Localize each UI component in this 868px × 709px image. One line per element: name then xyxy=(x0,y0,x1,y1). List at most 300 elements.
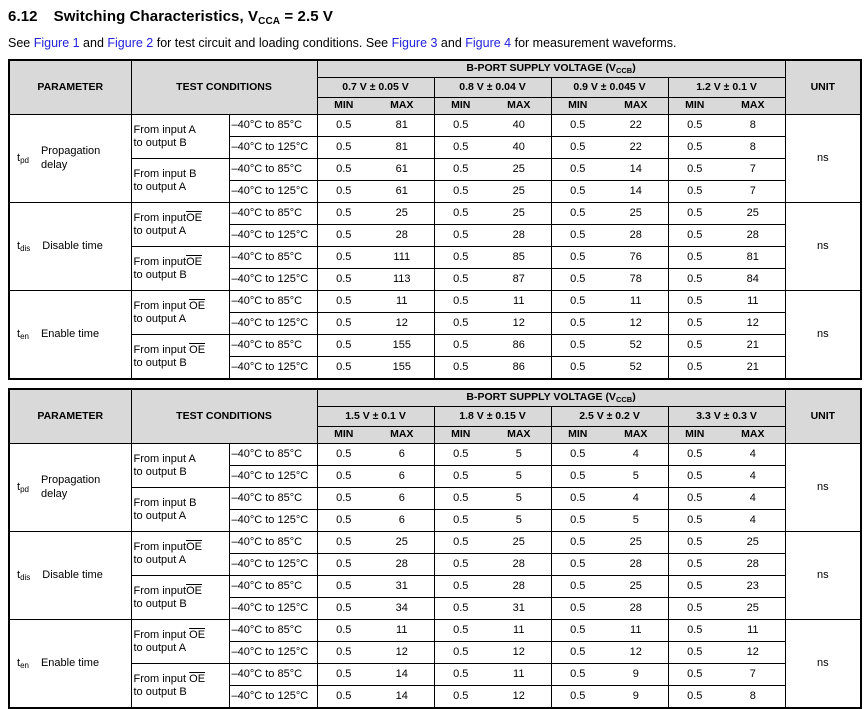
parameter-symbol: $t_{en}$ xyxy=(17,656,29,670)
max-value-cell: 5 xyxy=(487,444,551,466)
temperature-cell: –40°C to 125°C xyxy=(229,269,317,291)
max-value-cell: 86 xyxy=(487,335,551,357)
max-value-cell: 12 xyxy=(604,642,668,664)
min-value-cell: 0.5 xyxy=(668,137,721,159)
max-value-cell: 7 xyxy=(721,181,785,203)
supply-voltage-subscript: CCB xyxy=(615,394,633,404)
max-value-cell: 9 xyxy=(604,686,668,709)
min-value-cell: 0.5 xyxy=(317,466,370,488)
intro-fragment: for measurement waveforms. xyxy=(511,36,677,50)
max-value-cell: 28 xyxy=(487,225,551,247)
min-value-cell: 0.5 xyxy=(668,225,721,247)
parameter-label: Enable time xyxy=(40,656,100,669)
min-value-cell: 0.5 xyxy=(551,532,604,554)
temperature-cell: –40°C to 85°C xyxy=(229,620,317,642)
temperature-cell: –40°C to 125°C xyxy=(229,466,317,488)
condition-text-line2: to output A xyxy=(133,224,187,237)
min-value-cell: 0.5 xyxy=(317,181,370,203)
table-row xyxy=(9,159,861,181)
max-value-cell: 155 xyxy=(370,335,434,357)
condition-text-line2: to output A xyxy=(133,553,187,566)
max-value-cell: 25 xyxy=(721,203,785,225)
min-value-cell: 0.5 xyxy=(551,225,604,247)
min-value-cell: 0.5 xyxy=(434,598,487,620)
parameter-cell xyxy=(9,291,131,380)
max-value-cell: 22 xyxy=(604,137,668,159)
condition-text: From input xyxy=(133,629,190,642)
parameter-content xyxy=(12,657,129,671)
min-value-cell: 0.5 xyxy=(668,686,721,709)
max-value-cell: 34 xyxy=(370,598,434,620)
figure-link[interactable]: Figure 2 xyxy=(107,36,154,50)
intro-fragment: for test circuit and loading conditions. See xyxy=(153,36,392,50)
min-value-cell: 0.5 xyxy=(434,554,487,576)
min-value-cell: 0.5 xyxy=(317,291,370,313)
max-value-cell: 28 xyxy=(370,225,434,247)
unit-cell: ns xyxy=(785,620,861,709)
min-value-cell: 0.5 xyxy=(317,269,370,291)
parameter-content xyxy=(12,240,129,254)
table-row xyxy=(9,203,861,225)
figure-link[interactable]: Figure 4 xyxy=(465,36,512,50)
max-value-cell: 4 xyxy=(604,488,668,510)
min-value-cell: 0.5 xyxy=(551,664,604,686)
temperature-cell: –40°C to 85°C xyxy=(229,488,317,510)
parameter-cell xyxy=(9,444,131,532)
min-value-cell: 0.5 xyxy=(317,247,370,269)
max-header: MAX xyxy=(370,98,434,115)
condition-text: From input A xyxy=(133,453,196,466)
condition-text-line2: to output B xyxy=(133,136,187,149)
min-value-cell: 0.5 xyxy=(668,269,721,291)
max-value-cell: 8 xyxy=(721,115,785,137)
max-value-cell: 28 xyxy=(370,554,434,576)
parameter-content xyxy=(12,145,129,171)
max-value-cell: 7 xyxy=(721,159,785,181)
min-value-cell: 0.5 xyxy=(551,554,604,576)
max-value-cell: 14 xyxy=(370,664,434,686)
condition-cell xyxy=(131,203,229,247)
min-value-cell: 0.5 xyxy=(668,159,721,181)
max-header: MAX xyxy=(487,427,551,444)
test-conditions-header: TEST CONDITIONS xyxy=(131,60,317,115)
min-value-cell: 0.5 xyxy=(434,247,487,269)
min-value-cell: 0.5 xyxy=(317,159,370,181)
condition-text: From input xyxy=(133,212,187,225)
voltage-column-header: 2.5 V ± 0.2 V xyxy=(551,407,668,427)
parameter-label: Propagation delay xyxy=(40,474,101,500)
max-value-cell: 12 xyxy=(721,313,785,335)
min-value-cell: 0.5 xyxy=(668,598,721,620)
max-header: MAX xyxy=(721,427,785,444)
min-value-cell: 0.5 xyxy=(668,444,721,466)
min-value-cell: 0.5 xyxy=(551,203,604,225)
max-value-cell: 5 xyxy=(487,488,551,510)
parameter-content xyxy=(12,569,129,583)
min-value-cell: 0.5 xyxy=(668,554,721,576)
max-value-cell: 25 xyxy=(721,532,785,554)
max-value-cell: 11 xyxy=(604,291,668,313)
min-value-cell: 0.5 xyxy=(317,686,370,709)
max-value-cell: 31 xyxy=(370,576,434,598)
max-value-cell: 5 xyxy=(604,510,668,532)
min-value-cell: 0.5 xyxy=(551,488,604,510)
max-value-cell: 6 xyxy=(370,466,434,488)
voltage-column-header: 1.2 V ± 0.1 V xyxy=(668,78,785,98)
min-value-cell: 0.5 xyxy=(551,291,604,313)
max-value-cell: 12 xyxy=(370,313,434,335)
min-value-cell: 0.5 xyxy=(668,247,721,269)
max-value-cell: 25 xyxy=(487,532,551,554)
temperature-cell: –40°C to 85°C xyxy=(229,335,317,357)
parameter-label: Disable time xyxy=(42,568,103,581)
voltage-column-header: 0.9 V ± 0.045 V xyxy=(551,78,668,98)
table-row xyxy=(9,291,861,313)
max-value-cell: 12 xyxy=(721,642,785,664)
switching-characteristics-table-1 xyxy=(8,59,862,380)
min-value-cell: 0.5 xyxy=(551,159,604,181)
max-value-cell: 61 xyxy=(370,181,434,203)
oe-signal-overline: $\overline{OE}$ xyxy=(189,300,206,313)
min-value-cell: 0.5 xyxy=(668,664,721,686)
min-value-cell: 0.5 xyxy=(434,488,487,510)
table-row xyxy=(9,335,861,357)
min-value-cell: 0.5 xyxy=(668,357,721,380)
intro-fragment: See xyxy=(8,36,34,50)
oe-signal-overline: $\overline{OE}$ xyxy=(189,344,206,357)
test-conditions-header: TEST CONDITIONS xyxy=(131,389,317,444)
condition-text-line2: to output B xyxy=(133,685,187,698)
temperature-cell: –40°C to 125°C xyxy=(229,137,317,159)
max-value-cell: 4 xyxy=(721,488,785,510)
max-value-cell: 25 xyxy=(721,598,785,620)
max-value-cell: 6 xyxy=(370,510,434,532)
min-value-cell: 0.5 xyxy=(434,620,487,642)
unit-cell: ns xyxy=(785,291,861,380)
min-value-cell: 0.5 xyxy=(551,357,604,380)
max-value-cell: 25 xyxy=(487,203,551,225)
temperature-cell: –40°C to 85°C xyxy=(229,115,317,137)
max-value-cell: 25 xyxy=(604,532,668,554)
min-value-cell: 0.5 xyxy=(317,554,370,576)
unit-header: UNIT xyxy=(785,60,861,115)
min-value-cell: 0.5 xyxy=(434,269,487,291)
temperature-cell: –40°C to 125°C xyxy=(229,598,317,620)
max-header: MAX xyxy=(604,427,668,444)
parameter-symbol: $t_{pd}$ xyxy=(17,151,29,165)
max-value-cell: 11 xyxy=(604,620,668,642)
header-row xyxy=(9,60,861,78)
max-value-cell: 113 xyxy=(370,269,434,291)
max-value-cell: 28 xyxy=(721,225,785,247)
table-row xyxy=(9,620,861,642)
parameter-symbol: $t_{en}$ xyxy=(17,327,29,341)
max-value-cell: 28 xyxy=(487,576,551,598)
min-value-cell: 0.5 xyxy=(668,576,721,598)
min-header: MIN xyxy=(668,98,721,115)
min-value-cell: 0.5 xyxy=(317,642,370,664)
temperature-cell: –40°C to 125°C xyxy=(229,181,317,203)
max-value-cell: 28 xyxy=(721,554,785,576)
parameter-label: Propagation delay xyxy=(40,145,101,171)
temperature-cell: –40°C to 85°C xyxy=(229,291,317,313)
parameter-content xyxy=(12,328,129,342)
min-value-cell: 0.5 xyxy=(434,313,487,335)
section-number: 6.12 xyxy=(8,8,38,25)
min-value-cell: 0.5 xyxy=(551,466,604,488)
min-value-cell: 0.5 xyxy=(551,269,604,291)
max-value-cell: 9 xyxy=(604,664,668,686)
max-value-cell: 8 xyxy=(721,686,785,709)
max-value-cell: 87 xyxy=(487,269,551,291)
min-header: MIN xyxy=(668,427,721,444)
condition-cell xyxy=(131,335,229,380)
unit-cell: ns xyxy=(785,203,861,291)
min-value-cell: 0.5 xyxy=(668,466,721,488)
intro-fragment: and xyxy=(437,36,466,50)
max-value-cell: 21 xyxy=(721,335,785,357)
min-header: MIN xyxy=(434,427,487,444)
oe-signal-overline: $\overline{OE}$ xyxy=(186,541,202,554)
section-title xyxy=(8,8,860,27)
header-row xyxy=(9,389,861,407)
max-value-cell: 76 xyxy=(604,247,668,269)
min-value-cell: 0.5 xyxy=(668,642,721,664)
table-row xyxy=(9,532,861,554)
max-value-cell: 6 xyxy=(370,444,434,466)
condition-cell xyxy=(131,620,229,664)
min-header: MIN xyxy=(551,427,604,444)
title-subscript: CCA xyxy=(258,16,281,27)
unit-cell: ns xyxy=(785,115,861,203)
condition-text: From input B xyxy=(133,168,197,181)
max-value-cell: 6 xyxy=(370,488,434,510)
oe-signal-overline: $\overline{OE}$ xyxy=(189,629,206,642)
parameter-symbol: $t_{dis}$ xyxy=(17,239,31,253)
min-value-cell: 0.5 xyxy=(317,444,370,466)
max-value-cell: 81 xyxy=(370,115,434,137)
condition-text-line2: to output B xyxy=(133,597,187,610)
max-value-cell: 25 xyxy=(487,181,551,203)
min-value-cell: 0.5 xyxy=(668,488,721,510)
intro-text xyxy=(8,36,860,50)
max-value-cell: 25 xyxy=(370,203,434,225)
min-value-cell: 0.5 xyxy=(317,576,370,598)
max-header: MAX xyxy=(487,98,551,115)
max-header: MAX xyxy=(604,98,668,115)
condition-cell xyxy=(131,159,229,203)
max-value-cell: 25 xyxy=(370,532,434,554)
condition-text-line2: to output A xyxy=(133,641,187,654)
condition-cell xyxy=(131,576,229,620)
title-main: Switching Characteristics, V xyxy=(53,8,259,25)
voltage-column-header: 1.5 V ± 0.1 V xyxy=(317,407,434,427)
intro-fragment: and xyxy=(79,36,108,50)
max-value-cell: 12 xyxy=(487,642,551,664)
min-value-cell: 0.5 xyxy=(317,357,370,380)
min-value-cell: 0.5 xyxy=(317,115,370,137)
max-value-cell: 25 xyxy=(487,159,551,181)
min-value-cell: 0.5 xyxy=(317,532,370,554)
parameter-cell xyxy=(9,203,131,291)
min-value-cell: 0.5 xyxy=(668,291,721,313)
min-header: MIN xyxy=(317,98,370,115)
min-value-cell: 0.5 xyxy=(668,510,721,532)
min-value-cell: 0.5 xyxy=(668,335,721,357)
temperature-cell: –40°C to 85°C xyxy=(229,664,317,686)
voltage-column-header: 1.8 V ± 0.15 V xyxy=(434,407,551,427)
min-header: MIN xyxy=(434,98,487,115)
parameter-symbol-subscript: en xyxy=(20,331,29,341)
temperature-cell: –40°C to 85°C xyxy=(229,159,317,181)
condition-cell xyxy=(131,532,229,576)
min-value-cell: 0.5 xyxy=(551,620,604,642)
max-value-cell: 52 xyxy=(604,335,668,357)
max-value-cell: 12 xyxy=(487,313,551,335)
min-value-cell: 0.5 xyxy=(668,532,721,554)
figure-link[interactable]: Figure 1 xyxy=(33,36,80,50)
min-value-cell: 0.5 xyxy=(317,488,370,510)
min-value-cell: 0.5 xyxy=(551,335,604,357)
max-value-cell: 40 xyxy=(487,115,551,137)
condition-text: From input xyxy=(133,300,190,313)
min-value-cell: 0.5 xyxy=(551,313,604,335)
oe-signal-overline: $\overline{OE}$ xyxy=(189,673,206,686)
max-value-cell: 78 xyxy=(604,269,668,291)
max-value-cell: 8 xyxy=(721,137,785,159)
max-value-cell: 4 xyxy=(721,444,785,466)
condition-cell xyxy=(131,664,229,709)
min-value-cell: 0.5 xyxy=(551,642,604,664)
unit-header: UNIT xyxy=(785,389,861,444)
max-value-cell: 4 xyxy=(721,466,785,488)
min-value-cell: 0.5 xyxy=(434,532,487,554)
condition-cell xyxy=(131,291,229,335)
min-value-cell: 0.5 xyxy=(434,664,487,686)
min-value-cell: 0.5 xyxy=(434,291,487,313)
voltage-column-header: 0.7 V ± 0.05 V xyxy=(317,78,434,98)
max-value-cell: 11 xyxy=(721,291,785,313)
max-value-cell: 12 xyxy=(487,686,551,709)
min-value-cell: 0.5 xyxy=(317,620,370,642)
supply-voltage-close: ) xyxy=(632,390,636,403)
min-value-cell: 0.5 xyxy=(434,225,487,247)
max-value-cell: 5 xyxy=(604,466,668,488)
condition-cell xyxy=(131,488,229,532)
oe-signal-overline: $\overline{OE}$ xyxy=(186,256,202,269)
max-value-cell: 7 xyxy=(721,664,785,686)
min-value-cell: 0.5 xyxy=(551,598,604,620)
min-value-cell: 0.5 xyxy=(434,357,487,380)
supply-voltage-close: ) xyxy=(632,61,636,74)
figure-link[interactable]: Figure 3 xyxy=(391,36,438,50)
parameter-label: Disable time xyxy=(42,239,103,252)
min-header: MIN xyxy=(551,98,604,115)
max-value-cell: 111 xyxy=(370,247,434,269)
parameter-symbol-subscript: en xyxy=(20,660,29,670)
condition-text: From input B xyxy=(133,497,197,510)
min-value-cell: 0.5 xyxy=(434,510,487,532)
max-value-cell: 81 xyxy=(721,247,785,269)
min-value-cell: 0.5 xyxy=(551,686,604,709)
max-value-cell: 14 xyxy=(604,181,668,203)
max-value-cell: 11 xyxy=(370,291,434,313)
max-value-cell: 11 xyxy=(370,620,434,642)
oe-signal-overline: $\overline{OE}$ xyxy=(186,585,202,598)
parameter-content xyxy=(12,474,129,500)
table-row xyxy=(9,576,861,598)
min-value-cell: 0.5 xyxy=(551,181,604,203)
min-value-cell: 0.5 xyxy=(668,203,721,225)
max-value-cell: 28 xyxy=(604,554,668,576)
min-value-cell: 0.5 xyxy=(551,115,604,137)
parameter-symbol: $t_{pd}$ xyxy=(17,480,29,494)
section-title-text xyxy=(54,8,333,25)
max-value-cell: 4 xyxy=(721,510,785,532)
condition-text: From input xyxy=(133,344,190,357)
min-value-cell: 0.5 xyxy=(434,642,487,664)
max-value-cell: 86 xyxy=(487,357,551,380)
condition-text: From input A xyxy=(133,124,196,137)
min-value-cell: 0.5 xyxy=(317,225,370,247)
max-value-cell: 5 xyxy=(487,510,551,532)
parameter-cell xyxy=(9,532,131,620)
min-value-cell: 0.5 xyxy=(434,686,487,709)
max-value-cell: 25 xyxy=(604,576,668,598)
table-row xyxy=(9,444,861,466)
voltage-column-header: 3.3 V ± 0.3 V xyxy=(668,407,785,427)
condition-text-line2: to output B xyxy=(133,268,187,281)
max-value-cell: 11 xyxy=(721,620,785,642)
max-value-cell: 4 xyxy=(604,444,668,466)
min-value-cell: 0.5 xyxy=(317,335,370,357)
parameter-header: PARAMETER xyxy=(9,60,131,115)
temperature-cell: –40°C to 125°C xyxy=(229,686,317,709)
min-value-cell: 0.5 xyxy=(317,137,370,159)
table-row xyxy=(9,115,861,137)
min-value-cell: 0.5 xyxy=(434,159,487,181)
temperature-cell: –40°C to 125°C xyxy=(229,510,317,532)
condition-text-line2: to output A xyxy=(133,180,187,193)
max-header: MAX xyxy=(721,98,785,115)
title-tail: = 2.5 V xyxy=(280,8,334,25)
condition-text-line2: to output B xyxy=(133,465,187,478)
min-value-cell: 0.5 xyxy=(434,181,487,203)
temperature-cell: –40°C to 125°C xyxy=(229,225,317,247)
min-value-cell: 0.5 xyxy=(434,444,487,466)
temperature-cell: –40°C to 85°C xyxy=(229,532,317,554)
temperature-cell: –40°C to 125°C xyxy=(229,357,317,380)
min-value-cell: 0.5 xyxy=(551,510,604,532)
supply-voltage-header xyxy=(317,60,785,78)
min-value-cell: 0.5 xyxy=(317,510,370,532)
condition-cell xyxy=(131,247,229,291)
max-value-cell: 23 xyxy=(721,576,785,598)
supply-voltage-subscript: CCB xyxy=(615,65,633,75)
condition-text: From input xyxy=(133,673,190,686)
parameter-label: Enable time xyxy=(40,327,100,340)
min-value-cell: 0.5 xyxy=(551,444,604,466)
temperature-cell: –40°C to 125°C xyxy=(229,642,317,664)
max-value-cell: 12 xyxy=(604,313,668,335)
unit-cell: ns xyxy=(785,532,861,620)
min-value-cell: 0.5 xyxy=(551,137,604,159)
condition-text: From input xyxy=(133,256,187,269)
condition-cell xyxy=(131,444,229,488)
max-value-cell: 81 xyxy=(370,137,434,159)
parameter-header: PARAMETER xyxy=(9,389,131,444)
min-value-cell: 0.5 xyxy=(434,466,487,488)
